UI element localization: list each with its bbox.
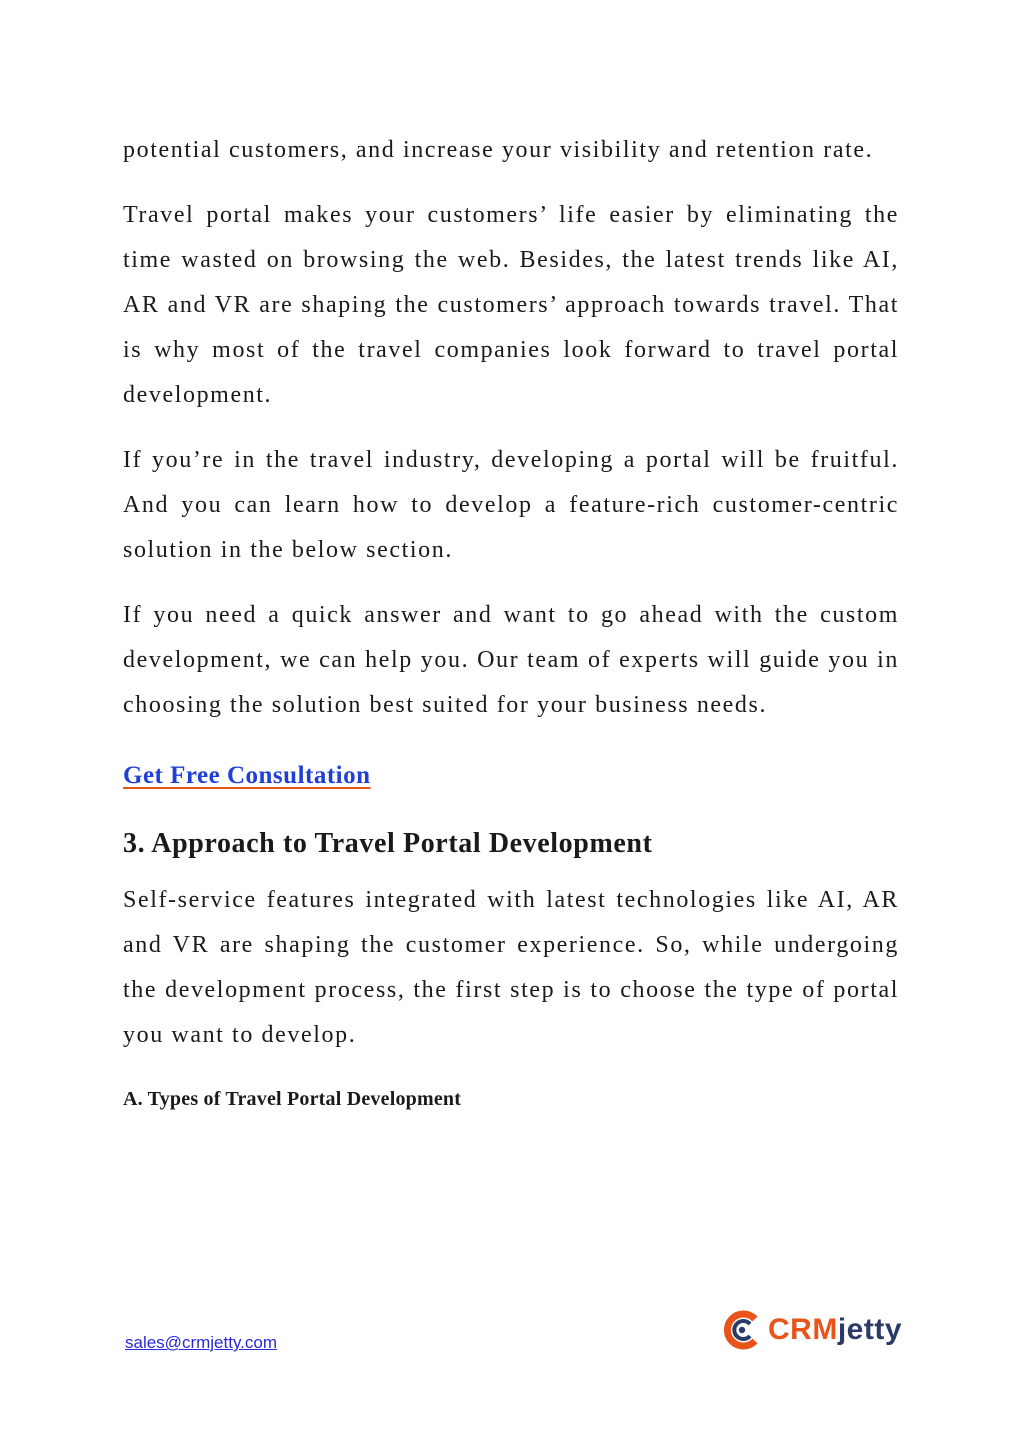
logo-crm-text: CRM (768, 1313, 838, 1346)
logo-text (768, 1313, 902, 1347)
section-heading: 3. Approach to Travel Portal Development (123, 828, 653, 859)
paragraph-1: potential customers, and increase your visibility and retention rate. (123, 137, 874, 163)
paragraph-2: Travel portal makes your customers’ life easier by eliminating the time wasted on browsing the web. Besides, the latest trends like AI, AR and VR are shaping the customers’ approach towards travel. That is why most of the travel companies look forward to travel portal development. (123, 202, 899, 408)
paragraph-3: If you’re in the travel industry, developing a portal will be fruitful. And you can learn how to develop a feature-rich customer-centric solution in the below section. (123, 447, 899, 563)
logo-jetty-text: jetty (837, 1313, 903, 1346)
page-content (123, 128, 899, 1114)
paragraph-4: If you need a quick answer and want to go ahead with the custom development, we can help you. Our team of experts will guide you in choosing the solution best suited for your business needs. (123, 602, 899, 718)
crmjetty-logo (722, 1308, 902, 1352)
crmjetty-c-logo-icon (722, 1310, 762, 1350)
section-paragraph: Self-service features integrated with latest technologies like AI, AR and VR are shaping the customer experience. So, while undergoing the development process, the first step is to choose the type of portal you want to develop. (123, 887, 899, 1048)
subheading: A. Types of Travel Portal Development (123, 1088, 462, 1110)
get-free-consultation-link[interactable]: Get Free Consultation (123, 762, 371, 789)
footer-email-link[interactable]: sales@crmjetty.com (125, 1333, 278, 1352)
